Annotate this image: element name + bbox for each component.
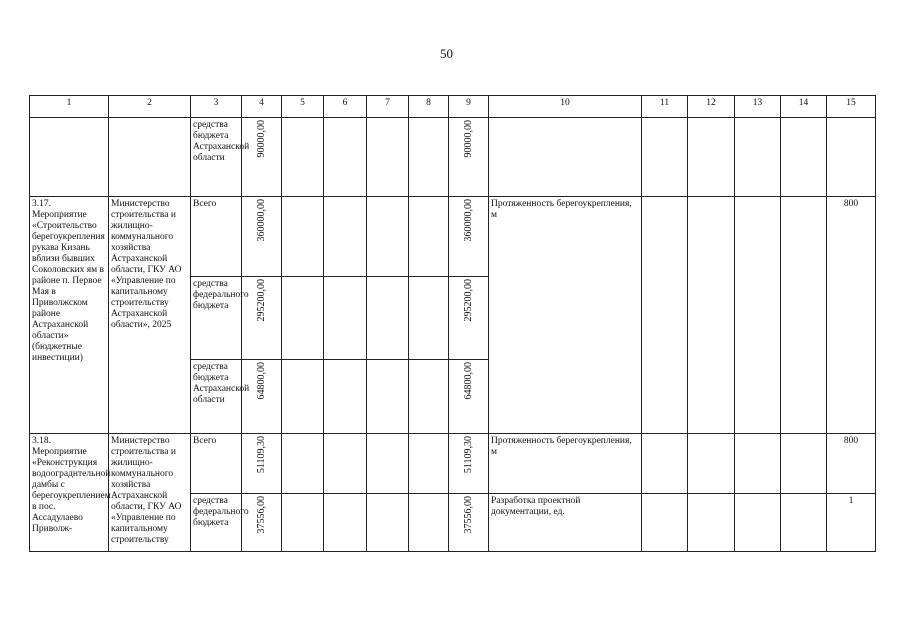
measure-name: 3.17. Мероприятие «Строительство берегоукрепления рукава Кизань вблизи бывших Соколовских ям в районе п. Первое Мая в Приволжском районе Астраханской области» (бюджетные инвестиции) bbox=[30, 197, 109, 434]
executor: Министерство строительства и жилищно-коммунального хозяйства Астраханской области, ГКУ АО «Управление по капитальному строительству bbox=[109, 434, 191, 552]
executor: Министерство строительства и жилищно-коммунального хозяйства Астраханской области, ГКУ АО «Управление по капитальному строительству Астраханской области», 2025 bbox=[109, 197, 191, 434]
funding-source: Всего bbox=[191, 197, 242, 277]
budget-table bbox=[29, 95, 876, 552]
amount-col9: 37556,00 bbox=[449, 494, 489, 552]
header-cell: 5 bbox=[282, 96, 324, 118]
header-cell: 15 bbox=[827, 96, 876, 118]
table-row bbox=[30, 197, 876, 277]
target-value: 800 bbox=[827, 434, 876, 494]
empty-cell bbox=[109, 118, 191, 197]
amount-col4: 90000,00 bbox=[242, 118, 282, 197]
funding-source: средства бюджета Астраханской области bbox=[191, 118, 242, 197]
amount-col4: 295200,00 bbox=[242, 277, 282, 360]
header-cell: 13 bbox=[735, 96, 781, 118]
amount-col9: 360000,00 bbox=[449, 197, 489, 277]
amount-col4: 51109,30 bbox=[242, 434, 282, 494]
header-cell: 1 bbox=[30, 96, 109, 118]
target-value: 1 bbox=[827, 494, 876, 552]
header-cell: 12 bbox=[688, 96, 735, 118]
amount-col4: 64800,00 bbox=[242, 360, 282, 434]
header-cell: 8 bbox=[409, 96, 449, 118]
funding-source: средства федерального бюджета bbox=[191, 277, 242, 360]
header-cell: 6 bbox=[324, 96, 367, 118]
measure-name: 3.18. Мероприятие «Реконструкция водоограднтельной дамбы с берегоукреплением в пос. Ассадулаево Приволж- bbox=[30, 434, 109, 552]
table-row bbox=[30, 118, 876, 197]
header-cell: 7 bbox=[367, 96, 409, 118]
indicator: Протяженность берегоукрепления, м bbox=[489, 197, 642, 434]
page-number: 50 bbox=[440, 46, 453, 61]
header-cell: 11 bbox=[642, 96, 688, 118]
header-cell: 9 bbox=[449, 96, 489, 118]
header-cell: 10 bbox=[489, 96, 642, 118]
header-cell: 4 bbox=[242, 96, 282, 118]
header-cell: 14 bbox=[781, 96, 827, 118]
header-cell: 2 bbox=[109, 96, 191, 118]
amount-col9: 64800,00 bbox=[449, 360, 489, 434]
empty-cell bbox=[30, 118, 109, 197]
table-row bbox=[30, 434, 876, 494]
amount-col4: 37556,00 bbox=[242, 494, 282, 552]
header-row bbox=[30, 96, 876, 118]
funding-source: Всего bbox=[191, 434, 242, 494]
funding-source: средства федерального бюджета bbox=[191, 494, 242, 552]
amount-col9: 51109,30 bbox=[449, 434, 489, 494]
header-cell: 3 bbox=[191, 96, 242, 118]
funding-source: средства бюджета Астраханской области bbox=[191, 360, 242, 434]
indicator: Протяженность берегоукрепления, м bbox=[489, 434, 642, 494]
amount-col4: 360000,00 bbox=[242, 197, 282, 277]
amount-col9: 90000,00 bbox=[449, 118, 489, 197]
amount-col9: 295200,00 bbox=[449, 277, 489, 360]
target-value: 800 bbox=[827, 197, 876, 434]
indicator: Разработка проектной документации, ед. bbox=[489, 494, 642, 552]
